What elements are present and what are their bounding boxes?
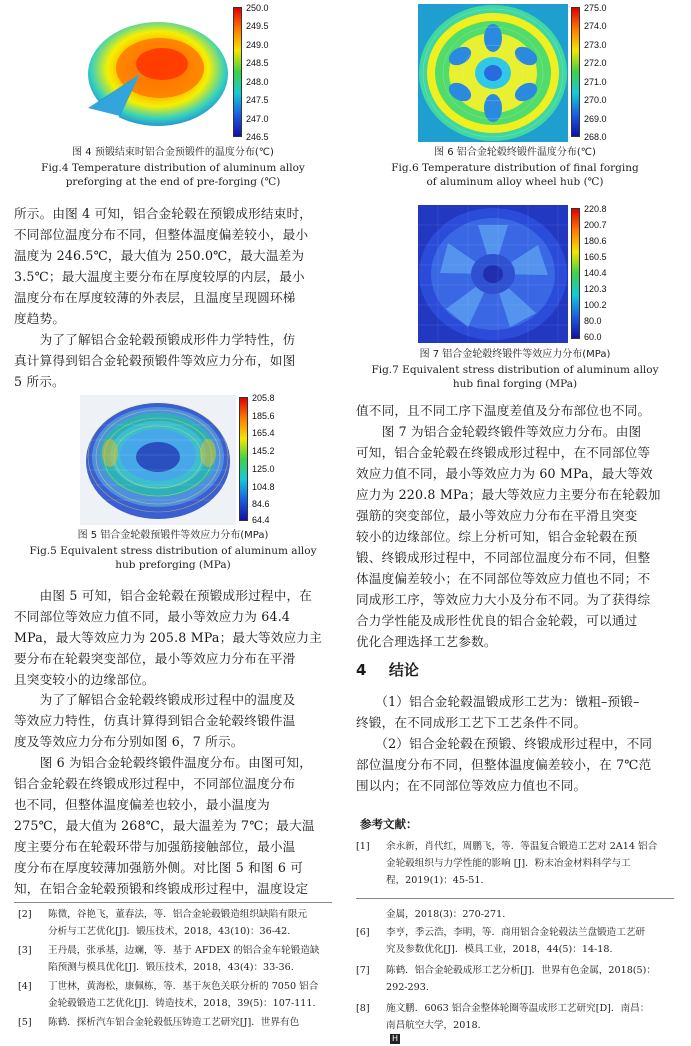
figure-7-tick: 60.0 [584, 332, 602, 342]
figure-5-tick: 205.8 [252, 393, 275, 403]
figure-4-tick: 248.5 [246, 58, 269, 68]
figure-4-image [80, 4, 230, 142]
text-line: 275℃，最大值为 268℃，最大温差为 7℃；最大温 [14, 818, 315, 833]
figure-6-tick: 275.0 [584, 3, 607, 13]
figure-4-tick: 247.5 [246, 95, 269, 105]
figure-6-tick: 271.0 [584, 77, 607, 87]
text-line: 部位温度分布不同，但整体温度偏差较小，在 7℃范 [356, 757, 652, 772]
text-line: 真计算得到铝合金轮毂预锻件等效应力分布，如图 [14, 353, 296, 368]
figure-6-caption-en-1: Fig.6 Temperature distribution of final forging [391, 162, 639, 174]
right-paragraph-1 [356, 400, 674, 652]
reference-item: [7] 陈鹤．铝合金轮毂成形工艺分析[J]．世界有色金属，2018(5)： 292-293. [356, 965, 656, 993]
figure-4-tick: 250.0 [246, 3, 269, 13]
text-line: 温度为 246.5℃，最大值为 250.0℃，最大温差为 [14, 248, 305, 263]
figure-7-caption-zh: 图 7 铝合金轮毂终锻件等效应力分布(MPa) [419, 349, 611, 360]
references-title: 参考文献： [360, 817, 418, 831]
reference-item: [8] 施文鹏．6063 铝合金整体轮圈等温成形工艺研究[D]．南昌： 南昌航空大学，2018． H [356, 1003, 650, 1043]
left-paragraph-2 [14, 329, 332, 392]
figure-4-caption-en-2: preforging at the end of pre-forging (℃) [65, 176, 281, 188]
figure-6-caption-en-2: of aluminum alloy wheel hub (℃) [426, 176, 604, 188]
figure-5-caption-zh: 图 5 铝合金轮毂预锻件等效应力分布(MPa) [77, 530, 269, 541]
text-line: 同成形工序，等效应力大小及分布不同。为了获得综 [356, 592, 651, 607]
text-line: 锻、终锻成形过程中，不同部位温度分布不同，但整 [356, 550, 651, 565]
figure-5 [80, 395, 280, 525]
figure-7-tick: 160.5 [584, 252, 607, 262]
figure-6 [418, 4, 618, 144]
text-line: 所示。由图 4 可知，铝合金轮毂在预锻成形结束时， [14, 206, 313, 221]
text-line: 可知，铝合金轮毂在终锻成形过程中，在不同部位等 [356, 445, 651, 460]
text-line: 不同部位温度分布不同，但整体温度偏差较小，最小 [14, 227, 309, 242]
figure-7-tick: 100.2 [584, 300, 607, 310]
text-line: 终锻，在不同成形工艺下工艺条件不同。 [356, 715, 587, 730]
figure-6-tick: 269.0 [584, 114, 607, 124]
reference-item: [1] 余永新，肖代红，周鹏飞，等．等温复合锻造工艺对 2A14 铝合 金轮毂组织与力学性能的影响 [J]．粉末冶金材料科学与工 程，2019(1)：45-51. [356, 841, 658, 886]
figure-6-tick: 268.0 [584, 132, 607, 142]
figure-5-caption-en-1: Fig.5 Equivalent stress distribution of aluminum alloy [29, 545, 317, 557]
figure-5-tick: 145.2 [252, 446, 275, 456]
figure-6-caption-zh: 图 6 铝合金轮毂终锻件温度分布(℃) [434, 147, 596, 158]
reference-divider [356, 898, 674, 899]
text-line: MPa，最大等效应力为 205.8 MPa；最大等效应力主 [14, 630, 322, 645]
text-line: 由图 5 可知，铝合金轮毂在预锻成形过程中，在 [14, 588, 313, 603]
figure-5-tick: 84.6 [252, 499, 270, 509]
text-line: 也不同，但整体温度偏差也较小，最小温度为 [14, 797, 270, 812]
text-line: 度主要分布在轮毂环带与加强筋接触部位，最小温 [14, 839, 296, 854]
figure-4-caption-en-1: Fig.4 Temperature distribution of aluminum alloy [41, 162, 305, 174]
figure-7-colorbar [571, 204, 616, 342]
text-line: 温度分布在厚度较薄的外表层，且温度呈现圆环梯 [14, 290, 296, 305]
text-line: 图 6 为铝合金轮毂终锻件温度分布。由图可知， [14, 755, 313, 770]
figure-7 [418, 205, 618, 345]
text-line: 应力为 220.8 MPa；最大等效应力主要分布在轮毂加 [356, 487, 661, 502]
figure-7-tick: 200.7 [584, 220, 607, 230]
figure-6-tick: 270.0 [584, 95, 607, 105]
text-line: 围以内；在不同部位等效应力值也不同。 [356, 778, 587, 793]
text-line: 不同部位等效应力值不同，最小等效应力为 64.4 [14, 609, 291, 624]
reference-item: [6] 李亨，季云浩，李明，等．商用铝合金轮毂法兰盘锻造工艺研 究及参数优化[J]．模具工业，2018，44(5)：14-18. [356, 927, 646, 955]
figure-7-image [418, 205, 568, 343]
figure-6-colorbar [571, 3, 616, 142]
figure-6-tick: 272.0 [584, 58, 607, 68]
figure-4-tick: 247.0 [246, 114, 269, 124]
text-line: 度分布在厚度较薄加强筋外侧。对比图 5 和图 6 可 [14, 860, 304, 875]
figure-4-tick: 246.5 [246, 132, 269, 142]
text-line: 铝合金轮毂在终锻成形过程中，不同部位温度分布 [14, 776, 296, 791]
figure-4-colorbar [233, 3, 278, 142]
figure-6-tick: 274.0 [584, 21, 607, 31]
text-line: 等效应力特性，仿真计算得到铝合金轮毂终锻件温 [14, 713, 296, 728]
text-line: 强筋的突变部位，最小等效应力分布在平滑且突变 [356, 508, 638, 523]
figure-5-tick: 125.0 [252, 464, 275, 474]
section-number: 4 [356, 661, 367, 679]
left-paragraph-1 [14, 203, 332, 329]
text-line: 3.5℃；最大温度主要分布在厚度较厚的内层，最小 [14, 269, 305, 284]
reference-divider [14, 902, 332, 903]
section-title: 结论 [388, 661, 419, 679]
text-line: 要分布在轮毂突变部位，最小等效应力分布在平滑 [14, 651, 296, 666]
text-line: 度趋势。 [14, 311, 66, 326]
section-heading [356, 660, 419, 680]
figure-5-colorbar [239, 393, 284, 525]
text-line: 体温度偏差较小；在不同部位等效应力值也不同；不 [356, 571, 651, 586]
figure-5-caption-en-2: hub preforging (MPa) [115, 559, 231, 571]
figure-7-tick: 180.6 [584, 236, 607, 246]
text-line: 度及等效应力分布分别如图 6，7 所示。 [14, 734, 244, 749]
text-line: 值不同，且不同工序下温度差值及分布部位也不同。 [356, 403, 651, 418]
figure-6-tick: 273.0 [584, 40, 607, 50]
figure-4 [80, 4, 280, 144]
reference-item: [4] 丁世林，黄海松，康佩栋，等．基于灰色关联分析的 7050 铝合 金轮毂锻造工艺优化[J]．铸造技术，2018，39(5)：107-111. [18, 981, 319, 1009]
end-mark-icon: H [391, 1034, 398, 1043]
figure-7-tick: 140.4 [584, 268, 607, 278]
text-line: 较小的边缘部位。综上分析可知，铝合金轮毂在预 [356, 529, 638, 544]
figure-5-tick: 165.4 [252, 428, 275, 438]
figure-7-tick: 80.0 [584, 316, 602, 326]
reference-item: [3] 王丹晨，张承基，边斓，等．基于 AFDEX 的铝合金车轮锻造缺 陷预测与模具优化[J]．锻压技术，2018，43(4)：33-36. [18, 945, 320, 973]
text-line: 优化合理选择工艺参数。 [356, 634, 497, 649]
text-line: 为了了解铝合金轮毂预锻成形件力学特性，仿 [14, 332, 296, 347]
text-line: 5 所示。 [14, 374, 65, 389]
text-line: 效应力值不同，最小等效应力为 60 MPa，最大等效 [356, 466, 653, 481]
figure-5-tick: 64.4 [252, 515, 270, 525]
figure-6-image [418, 4, 568, 142]
figure-4-tick: 248.0 [246, 77, 269, 87]
figure-5-tick: 104.8 [252, 482, 275, 492]
text-line: 且突变较小的边缘部位。 [14, 672, 155, 687]
figure-5-image [80, 395, 236, 525]
reference-item: [2] 陈微，谷艳飞，董春法，等．铝合金轮毂锻造组织缺陷有限元 分析与工艺优化[J]．锻压技术，2018，43(10)：36-42. [18, 909, 308, 937]
text-line: 知，在铝合金轮毂预锻和终锻成形过程中，温度设定 [14, 881, 309, 896]
text-line: 图 7 为铝合金轮毂终锻件等效应力分布。由图 [356, 424, 642, 439]
left-paragraph-3 [14, 585, 332, 690]
figure-7-caption-en-2: hub final forging (MPa) [452, 378, 578, 390]
figure-7-tick: 220.8 [584, 204, 607, 214]
reference-item: 金属，2018(3)：270-271. [386, 909, 506, 920]
reference-item: [5] 陈鹤．探析汽车铝合金轮毂低压铸造工艺研究[J]．世界有色 [18, 1017, 300, 1028]
left-paragraph-5 [14, 752, 332, 899]
figure-4-tick: 249.0 [246, 40, 269, 50]
left-paragraph-4 [14, 689, 332, 752]
figure-5-tick: 185.6 [252, 411, 275, 421]
figure-4-caption-zh: 图 4 预锻结束时铝合金预锻件的温度分布(℃) [72, 147, 274, 158]
figure-7-tick: 120.3 [584, 284, 607, 294]
figure-4-tick: 249.5 [246, 21, 269, 31]
text-line: （2）铝合金轮毂在预锻、终锻成形过程中，不同 [356, 736, 653, 751]
figure-7-caption-en-1: Fig.7 Equivalent stress distribution of aluminum alloy [371, 364, 659, 376]
conclusions [356, 691, 674, 796]
text-line: （1）铝合金轮毂温锻成形工艺为：镦粗–预锻– [356, 694, 640, 709]
text-line: 为了了解铝合金轮毂终锻成形过程中的温度及 [14, 692, 296, 707]
text-line: 合力学性能及成形性优良的铝合金轮毂，可以通过 [356, 613, 638, 628]
